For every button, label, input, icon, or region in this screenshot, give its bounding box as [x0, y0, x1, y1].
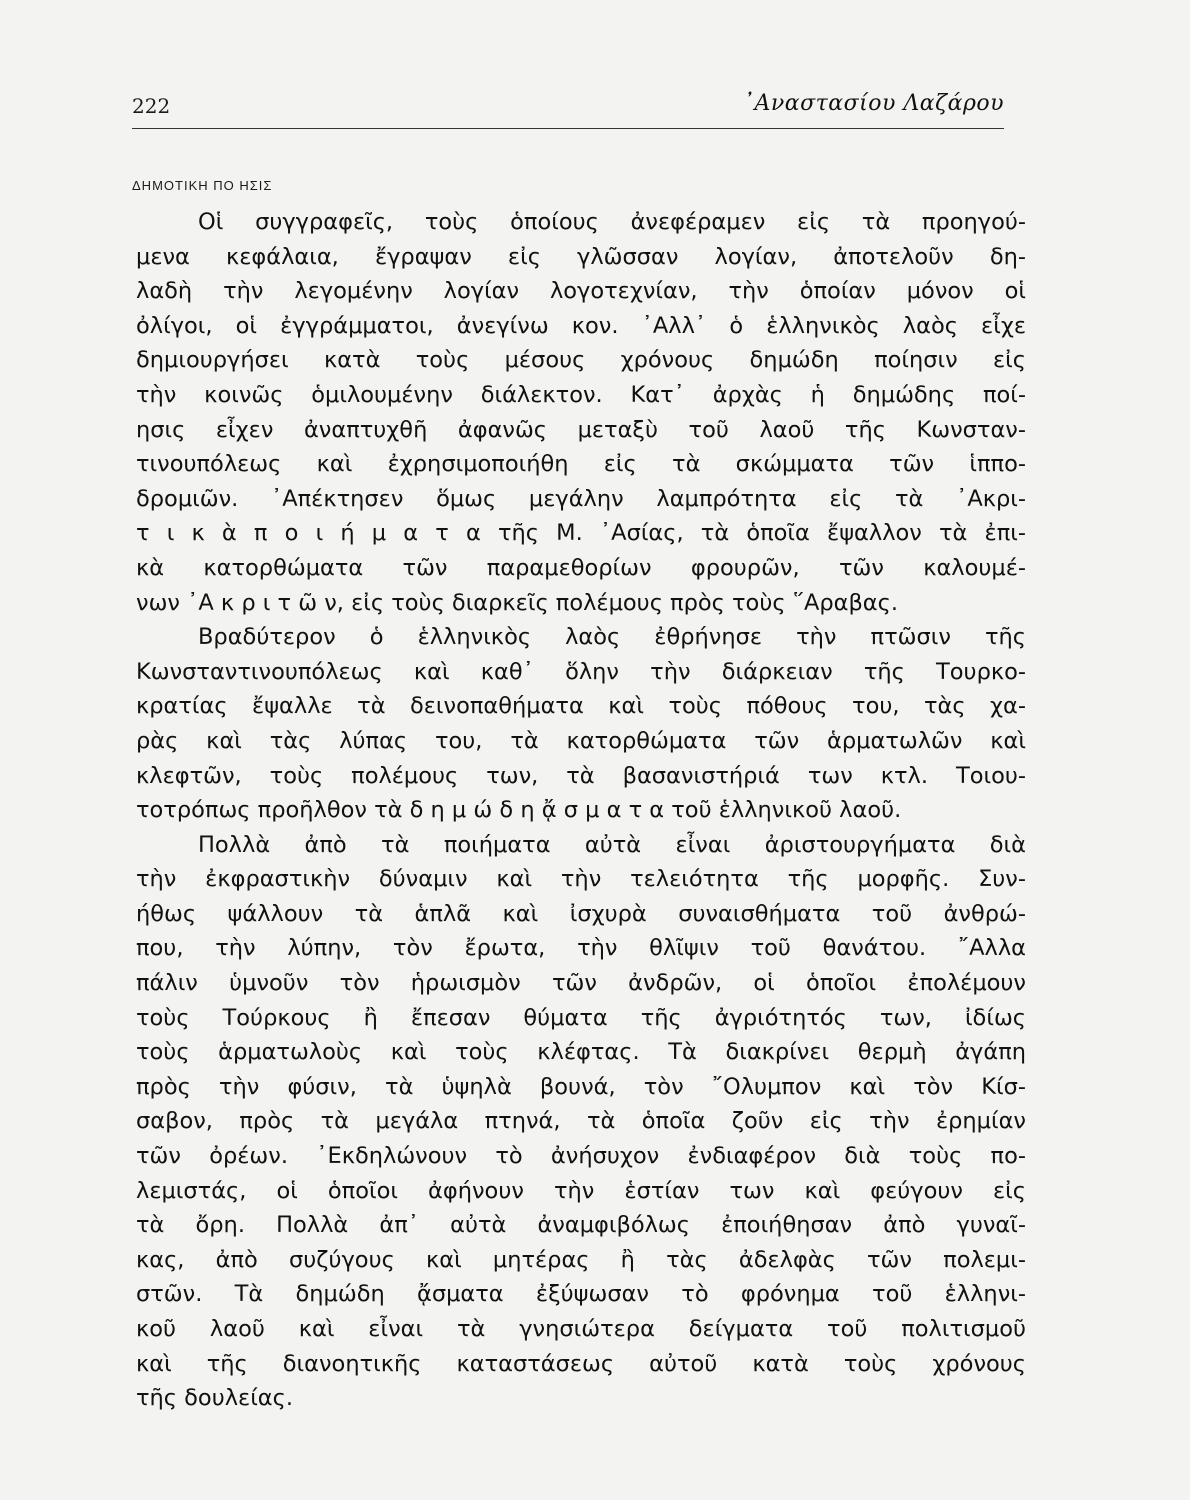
text-line: λεμιστάς, οἱ ὁποῖοι ἀφήνουν τὴν ἑστίαν των καὶ φεύγουν εἰς	[136, 1177, 1026, 1204]
text-line: Βραδύτερον ὁ ἑλληνικὸς λαὸς ἐθρήνησε τὴν πτῶσιν τῆς	[198, 624, 1026, 651]
text-line: δρομιῶν. ᾿Απέκτησεν ὅμως μεγάλην λαμπρότητα εἰς τὰ ᾿Ακρι-	[136, 485, 1026, 512]
paragraph	[136, 205, 1026, 620]
text-line: ρὰς καὶ τὰς λύπας του, τὰ κατορθώματα τῶν ἁρματωλῶν καὶ	[136, 727, 1026, 754]
text-line: κλεφτῶν, τοὺς πολέμους των, τὰ βασανιστήριά των κτλ. Τοιου-	[136, 762, 1026, 789]
text-line: πρὸς τὴν φύσιν, τὰ ὑψηλὰ βουνά, τὸν ῎Ολυμπον καὶ τὸν Κίσ-	[136, 1073, 1026, 1100]
text-line: ησις εἶχεν ἀναπτυχθῆ ἀφανῶς μεταξὺ τοῦ λαοῦ τῆς Κωνσταν-	[136, 416, 1026, 443]
text-line: τὴν ἐκφραστικὴν δύναμιν καὶ τὴν τελειότητα τῆς μορφῆς. Συν-	[136, 866, 1026, 893]
text-line: Κωνσταντινουπόλεως καὶ καθ᾿ ὅλην τὴν διάρκειαν τῆς Τουρκο-	[136, 658, 1026, 685]
text-line: μενα κεφάλαια, ἔγραψαν εἰς γλῶσσαν λογίαν, ἀποτελοῦν δη-	[136, 243, 1026, 270]
text-line: κὰ κατορθώματα τῶν παραμεθορίων φρουρῶν, τῶν καλουμέ-	[136, 554, 1026, 581]
text-line: τινουπόλεως καὶ ἐχρησιμοποιήθη εἰς τὰ σκώμματα τῶν ἱππο-	[136, 451, 1026, 478]
text-line: στῶν. Τὰ δημώδη ᾄσματα ἐξύψωσαν τὸ φρόνημα τοῦ ἑλληνι-	[136, 1281, 1026, 1308]
text-line: ὀλίγοι, οἱ ἐγγράμματοι, ἀνεγίνω κον. ᾿Αλλ᾿ ὁ ἑλληνικὸς λαὸς εἶχε	[136, 312, 1026, 339]
text-line: που, τὴν λύπην, τὸν ἔρωτα, τὴν θλῖψιν τοῦ θανάτου. ῎Αλλα	[136, 935, 1026, 962]
text-line: τοὺς ἁρματωλοὺς καὶ τοὺς κλέφτας. Τὰ διακρίνει θερμὴ ἀγάπη	[136, 1039, 1026, 1066]
text-line: τῆς δουλείας.	[136, 1385, 293, 1412]
text-line: σαβον, πρὸς τὰ μεγάλα πτηνά, τὰ ὁποῖα ζοῦν εἰς τὴν ἐρημίαν	[136, 1108, 1026, 1135]
text-line: κρατίας ἔψαλλε τὰ δεινοπαθήματα καὶ τοὺς πόθους του, τὰς χα-	[136, 693, 1026, 720]
page-number: 222	[132, 94, 171, 118]
text-line: λαδὴ τὴν λεγομένην λογίαν λογοτεχνίαν, τὴν ὁποίαν μόνον οἱ	[136, 278, 1026, 305]
text-line: πάλιν ὑμνοῦν τὸν ἡρωισμὸν τῶν ἀνδρῶν, οἱ ὁποῖοι ἐπολέμουν	[136, 970, 1026, 997]
text-line: Πολλὰ ἀπὸ τὰ ποιήματα αὐτὰ εἶναι ἀριστουργήματα διὰ	[198, 831, 1026, 858]
text-line: δημιουργήσει κατὰ τοὺς μέσους χρόνους δημώδη ποίησιν εἰς	[136, 347, 1026, 374]
text-line: ήθως ψάλλουν τὰ ἁπλᾶ καὶ ἰσχυρὰ συναισθήματα τοῦ ἀνθρώ-	[136, 900, 1026, 927]
paragraph	[136, 620, 1026, 828]
text-line: τῶν ὀρέων. ᾿Εκδηλώνουν τὸ ἀνήσυχον ἐνδιαφέρον διὰ τοὺς πο-	[136, 1143, 1026, 1170]
text-line: κας, ἀπὸ συζύγους καὶ μητέρας ἢ τὰς ἀδελφὰς τῶν πολεμι-	[136, 1246, 1026, 1273]
text-line: τοτρόπως προῆλθον τὰ δ η μ ώ δ η ᾄ σ μ α τ α τοῦ ἑλληνικοῦ λαοῦ.	[136, 797, 902, 824]
body-text	[136, 205, 1026, 1416]
section-label: ΔΗΜΟΤΙΚΗ ΠΟ ΗΣΙΣ	[132, 178, 273, 193]
header-rule	[132, 128, 1004, 129]
text-line: τ ι κ ὰ π ο ι ή μ α τ α τῆς Μ. ᾿Ασίας, τὰ ὁποῖα ἔψαλλον τὰ ἐπι-	[136, 520, 1026, 547]
text-line: καὶ τῆς διανοητικῆς καταστάσεως αὐτοῦ κατὰ τοὺς χρόνους	[136, 1350, 1026, 1377]
text-line: Οἱ συγγραφεῖς, τοὺς ὁποίους ἀνεφέραμεν εἰς τὰ προηγού-	[198, 209, 1026, 235]
text-line: τὴν κοινῶς ὁμιλουμένην διάλεκτον. Κατ᾿ ἀρχὰς ἡ δημώδης ποί-	[136, 381, 1026, 408]
text-line: τοὺς Τούρκους ἢ ἔπεσαν θύματα τῆς ἀγριότητός των, ἰδίως	[136, 1004, 1026, 1031]
text-line: τὰ ὄρη. Πολλὰ ἀπ᾿ αὐτὰ ἀναμφιβόλως ἐποιήθησαν ἀπὸ γυναῖ-	[136, 1212, 1026, 1239]
paragraph	[136, 828, 1026, 1416]
page-header	[132, 84, 1004, 124]
text-line: νων ᾿Α κ ρ ι τ ῶ ν, εἰς τοὺς διαρκεῖς πολέμους πρὸς τοὺς ῞Αραβας.	[136, 589, 899, 616]
running-title: ᾿Αναστασίου Λαζάρου	[743, 91, 1004, 116]
text-line: κοῦ λαοῦ καὶ εἶναι τὰ γνησιώτερα δείγματα τοῦ πολιτισμοῦ	[136, 1316, 1026, 1342]
